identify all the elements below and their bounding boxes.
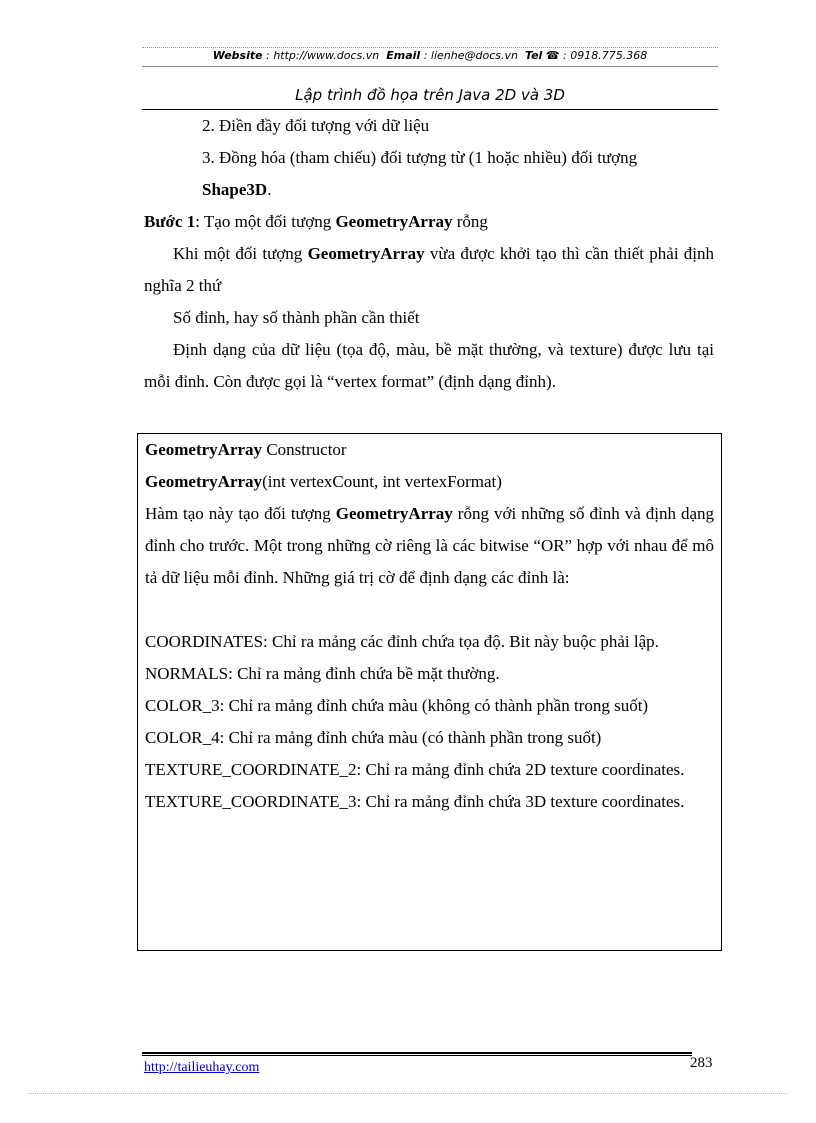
flag-color4: COLOR_4: Chỉ ra mảng đỉnh chứa màu (có thành phần trong suốt) — [145, 728, 602, 747]
flag-color3: COLOR_3: Chỉ ra mảng đỉnh chứa màu (không có thành phần trong suốt) — [145, 696, 649, 715]
website-label: Website — [212, 49, 263, 62]
list-item-2: 2. Điền đầy đối tượng với dữ liệu — [202, 116, 430, 135]
body-text — [144, 110, 714, 398]
tel-label: Tel — [524, 49, 543, 62]
email-value[interactable]: lienhe@docs.vn — [430, 49, 518, 62]
header-rule — [142, 66, 718, 67]
list-item-3: 3. Đồng hóa (tham chiếu) đối tượng từ (1 hoặc nhiều) đối tượng — [202, 148, 638, 167]
box-title: GeometryArray Constructor — [145, 440, 347, 459]
page-number: 283 — [690, 1055, 713, 1071]
phone-icon: ☎ — [545, 49, 560, 62]
step-1-heading: Bước 1: Tạo một đối tượng GeometryArray rỗng — [144, 212, 488, 231]
constructor-description: Hàm tạo này tạo đối tượng GeometryArray rỗng với những số đỉnh và định dạng đỉnh cho trước. Một trong những cờ riêng là các bitwise “OR” hợp với nhau để mô tả dữ liệu mỗi đỉnh. Những giá trị cờ để định dạng các đỉnh là: — [145, 504, 714, 587]
shape3d-term: Shape3D — [202, 180, 268, 199]
constructor-box — [137, 433, 722, 951]
blank-line — [145, 594, 714, 626]
flag-texture-coordinate-3: TEXTURE_COORDINATE_3: Chỉ ra mảng đỉnh chứa 3D texture coordinates. — [145, 792, 685, 811]
top-dotted-rule — [142, 47, 718, 48]
flag-normals: NORMALS: Chỉ ra mảng đỉnh chứa bề mặt thường. — [145, 664, 500, 683]
paragraph-3: Định dạng của dữ liệu (tọa độ, màu, bề mặt thường, và texture) được lưu tại mỗi đỉnh. Còn được gọi là “vertex format” (định dạng đỉnh). — [144, 340, 714, 391]
email-label: Email — [386, 49, 421, 62]
footer-rule-thin — [142, 1055, 692, 1056]
flag-texture-coordinate-2: TEXTURE_COORDINATE_2: Chỉ ra mảng đỉnh chứa 2D texture coordinates. — [145, 760, 685, 779]
step-1-label: Bước 1 — [144, 212, 196, 231]
site-header: Website : http://www.docs.vn Email : lienhe@docs.vn Tel ☎ : 0918.775.368 — [212, 49, 648, 62]
footer-link[interactable]: http://tailieuhay.com — [144, 1060, 260, 1075]
constructor-signature: GeometryArray(int vertexCount, int vertexFormat) — [145, 472, 502, 491]
website-url[interactable]: http://www.docs.vn — [273, 49, 380, 62]
bottom-dotted-rule — [28, 1093, 788, 1094]
paragraph-1: Khi một đối tượng GeometryArray vừa được khởi tạo thì cần thiết phải định nghĩa 2 thứ — [144, 244, 715, 295]
footer-rule-thick — [142, 1052, 692, 1054]
flag-coordinates: COORDINATES: Chỉ ra mảng các đỉnh chứa tọa độ. Bit này buộc phải lập. — [145, 632, 659, 651]
paragraph-2: Số đỉnh, hay số thành phần cần thiết — [173, 308, 420, 327]
tel-value: 0918.775.368 — [570, 49, 648, 62]
list-item-3-continuation: Shape3D. — [202, 180, 272, 199]
document-title: Lập trình đồ họa trên Java 2D và 3D — [295, 86, 565, 104]
